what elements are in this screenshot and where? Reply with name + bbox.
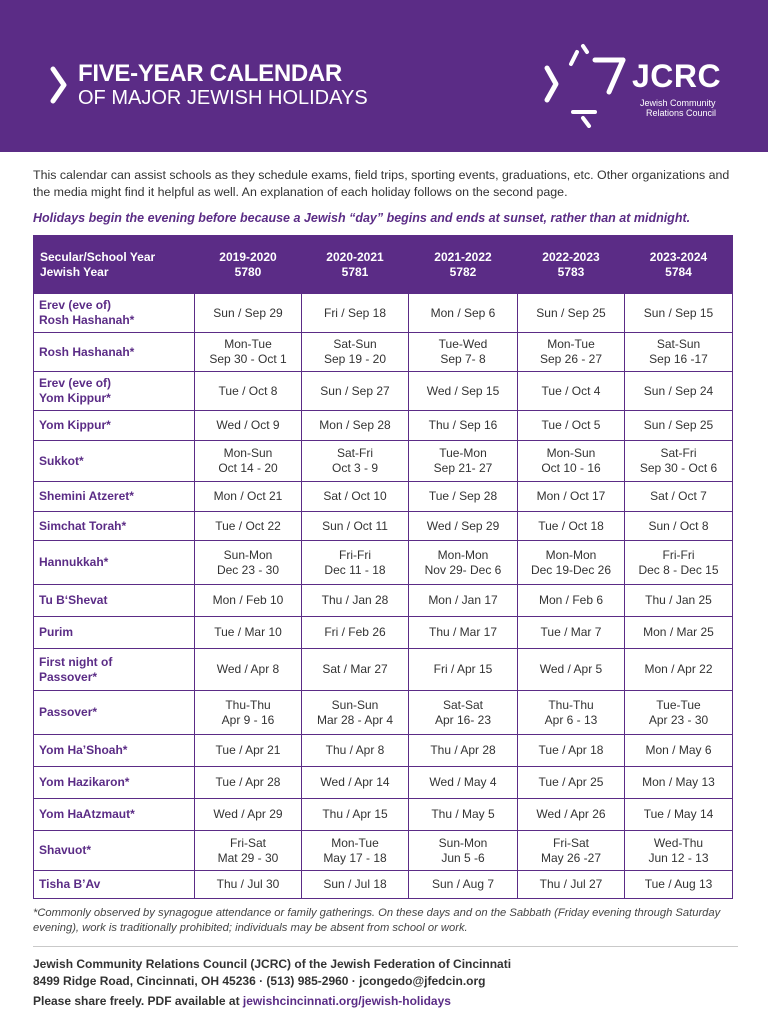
- date-cell: [195, 735, 302, 767]
- table-row: [34, 372, 733, 411]
- holiday-name-line: Purim: [39, 625, 74, 639]
- date-cell: [518, 617, 625, 649]
- date-cell: [409, 441, 518, 482]
- date-cell: [518, 691, 625, 735]
- date-text: Sat / Oct 10: [323, 489, 387, 503]
- date-cell: [409, 871, 518, 899]
- table-row: [34, 411, 733, 441]
- sunset-note: Holidays begin the evening before because a Jewish “day” begins and ends at sunset, rather than at midnight.: [33, 211, 691, 225]
- date-cell: [195, 333, 302, 372]
- date-text: May 26 -27: [540, 850, 602, 865]
- table-row: [34, 767, 733, 799]
- date-cell: [195, 649, 302, 691]
- date-text: Wed / Apr 26: [536, 807, 606, 821]
- page-subtitle: OF MAJOR JEWISH HOLIDAYS: [78, 87, 368, 109]
- org-name: Jewish Community Relations Council (JCRC) of the Jewish Federation of Cincinnati: [33, 957, 512, 971]
- date-text: Sun / Sep 24: [643, 383, 714, 398]
- holiday-name: [34, 617, 195, 649]
- header-jewish-label: Jewish Year: [40, 264, 109, 279]
- date-cell: [302, 617, 409, 649]
- table-row: [34, 333, 733, 372]
- date-text: Thu / Jan 25: [645, 593, 712, 607]
- holiday-name-line: Hannukkah*: [39, 555, 109, 569]
- date-text: Apr 9 - 16: [221, 712, 275, 727]
- date-text: Sun-Sun: [331, 697, 379, 712]
- date-text: Tue / Aug 13: [644, 877, 713, 891]
- date-text: Fri / Feb 26: [324, 625, 386, 639]
- date-text: Wed / Apr 29: [213, 807, 283, 821]
- header-secular-year: 2019-2020: [219, 249, 277, 264]
- date-cell: [625, 411, 733, 441]
- holiday-name-line: Erev (eve of): [39, 298, 112, 312]
- date-text: Tue-Mon: [439, 446, 487, 460]
- date-text: Wed / May 4: [429, 775, 497, 789]
- date-cell: [195, 871, 302, 899]
- date-cell: [518, 411, 625, 441]
- logo-subtitle-line-1: Jewish Community: [640, 98, 716, 108]
- divider: [33, 946, 738, 947]
- date-cell: [195, 691, 302, 735]
- date-cell: [409, 617, 518, 649]
- date-text: Thu / Jan 28: [321, 593, 389, 607]
- holiday-name: [34, 649, 195, 691]
- date-cell: [302, 333, 409, 372]
- chevron-right-icon: [50, 66, 68, 104]
- holiday-name: [34, 691, 195, 735]
- header-year-column: [302, 236, 409, 294]
- date-text: Sep 30 - Oct 1: [209, 352, 287, 366]
- date-text: Apr 16- 23: [434, 712, 492, 727]
- date-cell: [195, 512, 302, 541]
- date-text: Dec 23 - 30: [216, 562, 280, 577]
- date-cell: [409, 411, 518, 441]
- date-text: Mon / Feb 10: [212, 593, 284, 607]
- date-text: Wed / Sep 29: [426, 518, 500, 533]
- page-title: FIVE-YEAR CALENDAR: [78, 60, 342, 87]
- date-cell: [409, 294, 518, 333]
- date-text: Tue / Apr 21: [215, 743, 281, 757]
- date-text: Mon / Apr 22: [644, 662, 713, 676]
- holiday-name: [34, 294, 195, 333]
- date-cell: [518, 482, 625, 512]
- date-cell: [625, 871, 733, 899]
- date-cell: [409, 372, 518, 411]
- date-text: Thu / May 5: [431, 807, 495, 821]
- header-year-column: [518, 236, 625, 294]
- table-row: [34, 294, 733, 333]
- table-row: [34, 585, 733, 617]
- date-text: Mar 28 - Apr 4: [316, 712, 394, 727]
- holiday-name-line: Sukkot*: [39, 453, 84, 468]
- date-cell: [195, 767, 302, 799]
- table-row: [34, 617, 733, 649]
- date-text: Sun-Mon: [438, 835, 488, 850]
- header-year-column: [409, 236, 518, 294]
- date-text: Oct 3 - 9: [331, 461, 378, 475]
- holiday-name: [34, 512, 195, 541]
- table-row: [34, 871, 733, 899]
- date-text: Mon / May 6: [645, 743, 712, 757]
- date-text: Tue / Oct 8: [218, 383, 278, 398]
- date-text: May 17 - 18: [323, 850, 387, 865]
- date-text: Mon-Tue: [331, 835, 379, 850]
- date-text: Jun 12 - 13: [648, 850, 709, 865]
- date-text: Thu / Jul 27: [539, 877, 603, 891]
- date-cell: [518, 735, 625, 767]
- date-text: Wed-Thu: [653, 835, 704, 850]
- date-text: Sat-Sun: [656, 337, 701, 351]
- date-cell: [409, 735, 518, 767]
- date-text: Mon-Sun: [223, 446, 273, 460]
- date-text: Mon / Sep 28: [319, 418, 391, 432]
- date-text: Thu / Apr 8: [325, 743, 385, 757]
- date-cell: [518, 333, 625, 372]
- holiday-name-line: Yom Hazikaron*: [39, 775, 130, 789]
- date-text: Mon / Jan 17: [428, 593, 498, 607]
- date-text: Tue / Mar 10: [214, 625, 282, 639]
- date-cell: [518, 541, 625, 585]
- date-cell: [195, 831, 302, 871]
- date-text: Fri / Apr 15: [433, 662, 493, 676]
- date-text: Sun / Sep 29: [213, 305, 283, 320]
- date-text: Sun / Aug 7: [431, 877, 495, 891]
- date-text: Sep 30 - Oct 6: [639, 461, 718, 475]
- date-cell: [518, 831, 625, 871]
- date-text: Wed / Apr 8: [216, 662, 280, 676]
- date-text: Mon / Oct 21: [213, 489, 283, 503]
- date-cell: [518, 799, 625, 831]
- date-cell: [409, 482, 518, 512]
- date-text: Sat-Fri: [337, 446, 373, 460]
- date-cell: [518, 372, 625, 411]
- holiday-name-line: Tisha B’Av: [39, 877, 101, 891]
- date-text: Fri / Sep 18: [323, 305, 387, 320]
- date-text: Mon-Tue: [547, 337, 595, 351]
- date-text: Mon / Mar 25: [643, 625, 714, 639]
- table-body: [34, 294, 733, 899]
- header-secular-year: 2022-2023: [542, 249, 600, 264]
- date-cell: [195, 372, 302, 411]
- holiday-name: [34, 541, 195, 585]
- holiday-name-line: Shemini Atzeret*: [39, 489, 134, 503]
- date-cell: [195, 799, 302, 831]
- header-secular-year: 2020-2021: [326, 249, 384, 264]
- holiday-name-line: Rosh Hashanah*: [39, 344, 135, 359]
- date-text: Mon / Oct 17: [536, 489, 606, 503]
- date-text: Tue / Oct 18: [538, 518, 604, 533]
- header-secular-year: 2021-2022: [434, 249, 492, 264]
- date-text: Fri-Fri: [662, 547, 695, 562]
- date-text: Tue-Wed: [438, 337, 488, 351]
- header-jewish-year: 5781: [341, 264, 369, 279]
- date-cell: [195, 482, 302, 512]
- date-cell: [302, 541, 409, 585]
- date-text: Sun / Sep 25: [536, 305, 606, 320]
- date-cell: [409, 585, 518, 617]
- date-cell: [625, 333, 733, 372]
- holiday-calendar-table: [33, 235, 733, 899]
- holiday-name-line: Passover*: [39, 669, 98, 684]
- date-text: Dec 19-Dec 26: [530, 562, 612, 577]
- date-cell: [409, 649, 518, 691]
- date-text: Thu / Apr 28: [430, 743, 496, 757]
- date-text: Sun / Oct 8: [648, 518, 709, 533]
- date-cell: [409, 512, 518, 541]
- date-text: Fri-Sat: [553, 835, 589, 850]
- date-text: Tue / Mar 7: [540, 625, 602, 639]
- date-cell: [302, 482, 409, 512]
- date-text: Apr 6 - 13: [544, 712, 598, 727]
- date-text: Mat 29 - 30: [217, 850, 279, 865]
- date-cell: [302, 441, 409, 482]
- header-year-column: [625, 236, 733, 294]
- date-cell: [625, 294, 733, 333]
- holiday-name-line: Passover*: [39, 705, 98, 719]
- date-cell: [409, 831, 518, 871]
- date-cell: [518, 767, 625, 799]
- date-cell: [302, 735, 409, 767]
- date-text: Tue-Tue: [656, 697, 701, 712]
- date-text: Fri-Sat: [230, 835, 266, 850]
- date-text: Dec 11 - 18: [324, 562, 386, 577]
- date-cell: [302, 294, 409, 333]
- date-text: Sun / Jul 18: [323, 877, 387, 891]
- holiday-name-line: Shavuot*: [39, 843, 92, 857]
- date-cell: [409, 767, 518, 799]
- date-text: Thu / Jul 30: [216, 877, 280, 891]
- date-text: Mon-Tue: [224, 337, 272, 351]
- header-year-labels: [34, 236, 195, 294]
- date-cell: [195, 411, 302, 441]
- date-cell: [518, 585, 625, 617]
- date-text: Sep 26 - 27: [539, 352, 603, 366]
- date-text: Apr 23 - 30: [648, 712, 709, 727]
- date-cell: [302, 691, 409, 735]
- date-cell: [302, 871, 409, 899]
- date-cell: [409, 691, 518, 735]
- date-text: Mon-Mon: [545, 547, 597, 562]
- holiday-name: [34, 799, 195, 831]
- date-cell: [302, 411, 409, 441]
- date-cell: [625, 617, 733, 649]
- date-cell: [625, 735, 733, 767]
- date-text: Nov 29- Dec 6: [424, 562, 502, 577]
- date-cell: [625, 482, 733, 512]
- share-note: [33, 993, 753, 1009]
- date-cell: [625, 512, 733, 541]
- date-text: Jun 5 -6: [441, 850, 485, 865]
- table-row: [34, 441, 733, 482]
- header-secular-year: 2023-2024: [649, 249, 708, 264]
- holiday-name-line: Tu B‘Shevat: [39, 593, 108, 607]
- date-text: Tue / Oct 4: [541, 383, 601, 398]
- date-text: Tue / Apr 18: [538, 743, 604, 757]
- date-text: Oct 14 - 20: [218, 461, 278, 475]
- date-cell: [625, 372, 733, 411]
- pdf-link[interactable]: jewishcincinnati.org/jewish-holidays: [242, 994, 451, 1008]
- header-year-column: [195, 236, 302, 294]
- date-text: Tue / Oct 22: [215, 518, 281, 533]
- date-cell: [302, 512, 409, 541]
- date-cell: [195, 294, 302, 333]
- date-text: Sat-Sun: [333, 337, 377, 351]
- date-text: Mon / May 13: [642, 775, 715, 789]
- date-text: Tue / Sep 28: [428, 489, 498, 503]
- table-row: [34, 512, 733, 541]
- date-text: Tue / Oct 5: [541, 418, 601, 432]
- header-jewish-year: 5780: [234, 264, 262, 279]
- date-cell: [302, 799, 409, 831]
- date-text: Sat-Fri: [660, 446, 697, 460]
- date-cell: [518, 512, 625, 541]
- date-text: Sep 19 - 20: [323, 352, 387, 366]
- holiday-name: [34, 831, 195, 871]
- contact-address: 8499 Ridge Road, Cincinnati, OH 45236 · (513) 985-2960 · jcongedo@jfedcin.org: [33, 974, 486, 988]
- date-cell: [302, 372, 409, 411]
- date-text: Oct 10 - 16: [541, 461, 601, 475]
- table-row: [34, 799, 733, 831]
- holiday-name: [34, 482, 195, 512]
- date-text: Sun / Sep 15: [643, 305, 714, 320]
- date-text: Thu / Sep 16: [428, 418, 498, 432]
- date-cell: [625, 767, 733, 799]
- table-row: [34, 735, 733, 767]
- header-jewish-year: 5782: [449, 264, 477, 279]
- date-text: Sat-Sat: [442, 697, 484, 712]
- holiday-name-line: First night of: [39, 654, 113, 669]
- date-cell: [625, 649, 733, 691]
- logo-subtitle-line-2: Relations Council: [646, 108, 717, 118]
- holiday-name: [34, 411, 195, 441]
- date-text: Thu / Apr 15: [322, 807, 388, 821]
- date-cell: [195, 585, 302, 617]
- table-row: [34, 831, 733, 871]
- date-text: Fri-Fri: [339, 547, 371, 562]
- date-cell: [518, 294, 625, 333]
- date-cell: [625, 441, 733, 482]
- date-cell: [409, 541, 518, 585]
- holiday-name-line: Simchat Torah*: [39, 518, 127, 533]
- date-cell: [195, 541, 302, 585]
- holiday-name: [34, 767, 195, 799]
- table-row: [34, 649, 733, 691]
- header-jewish-year: 5783: [557, 264, 585, 279]
- table-row: [34, 482, 733, 512]
- date-text: Sep 21- 27: [433, 461, 493, 475]
- footnote: *Commonly observed by synagogue attendance or family gatherings. On these days and on the Sabbath (Friday evening through Saturday evening), work is traditionally prohibited; individuals may be absent from school or work.: [33, 907, 721, 934]
- intro-paragraph: This calendar can assist schools as they schedule exams, field trips, sporting events, graduations, etc. Other organizations and the media might find it helpful as well. An explanation of each holiday follows on the second page.: [33, 168, 730, 199]
- date-cell: [195, 441, 302, 482]
- table-row: [34, 691, 733, 735]
- holiday-name-line: Yom Kippur*: [39, 391, 111, 405]
- share-text: Please share freely. PDF available at: [33, 994, 243, 1008]
- date-text: Sun / Oct 11: [322, 518, 388, 533]
- date-text: Wed / Oct 9: [216, 418, 280, 432]
- date-text: Sun-Mon: [223, 547, 273, 562]
- header-jewish-year: 5784: [665, 264, 692, 279]
- holiday-name: [34, 735, 195, 767]
- date-text: Thu / Mar 17: [428, 625, 498, 639]
- date-cell: [409, 799, 518, 831]
- date-cell: [518, 649, 625, 691]
- table-header-row: [34, 236, 733, 294]
- holiday-name-line: Rosh Hashanah*: [39, 313, 135, 327]
- date-cell: [195, 617, 302, 649]
- date-text: Thu-Thu: [548, 697, 594, 712]
- date-cell: [518, 441, 625, 482]
- logo-wordmark: JCRC: [632, 58, 722, 94]
- date-text: Mon-Sun: [546, 446, 596, 460]
- date-cell: [302, 649, 409, 691]
- date-text: Sep 7- 8: [440, 352, 486, 366]
- header-secular-label: Secular/School Year: [40, 249, 156, 264]
- holiday-name-line: Yom HaAtzmaut*: [39, 807, 135, 821]
- holiday-name-line: Erev (eve of): [39, 376, 112, 390]
- date-cell: [302, 585, 409, 617]
- date-text: Sun / Sep 25: [643, 418, 714, 432]
- date-text: Sep 16 -17: [649, 352, 708, 366]
- date-cell: [302, 831, 409, 871]
- date-text: Tue / May 14: [643, 807, 714, 821]
- date-text: Tue / Apr 25: [538, 775, 604, 789]
- date-cell: [625, 691, 733, 735]
- holiday-name: [34, 333, 195, 372]
- holiday-name: [34, 441, 195, 482]
- date-text: Wed / Apr 5: [539, 662, 603, 676]
- holiday-name-line: Yom Kippur*: [39, 418, 111, 432]
- date-cell: [409, 333, 518, 372]
- date-text: Dec 8 - Dec 15: [638, 562, 719, 577]
- holiday-name: [34, 372, 195, 411]
- date-text: Wed / Apr 14: [320, 775, 390, 789]
- date-cell: [302, 767, 409, 799]
- table-row: [34, 541, 733, 585]
- date-text: Sat / Mar 27: [322, 662, 388, 676]
- date-text: Sun / Sep 27: [320, 383, 390, 398]
- date-text: Thu-Thu: [225, 697, 271, 712]
- date-text: Tue / Apr 28: [215, 775, 281, 789]
- date-text: Mon / Feb 6: [538, 593, 604, 607]
- date-text: Mon / Sep 6: [430, 305, 496, 320]
- date-text: Sat / Oct 7: [650, 489, 707, 503]
- date-cell: [625, 585, 733, 617]
- holiday-name-line: Yom Ha’Shoah*: [39, 743, 128, 757]
- date-text: Wed / Sep 15: [426, 383, 500, 398]
- date-cell: [625, 831, 733, 871]
- holiday-name: [34, 871, 195, 899]
- header-banner: [0, 0, 768, 152]
- date-cell: [625, 799, 733, 831]
- date-cell: [518, 871, 625, 899]
- date-cell: [625, 541, 733, 585]
- jcrc-star-logo-icon: [543, 42, 629, 128]
- holiday-name: [34, 585, 195, 617]
- date-text: Mon-Mon: [437, 547, 489, 562]
